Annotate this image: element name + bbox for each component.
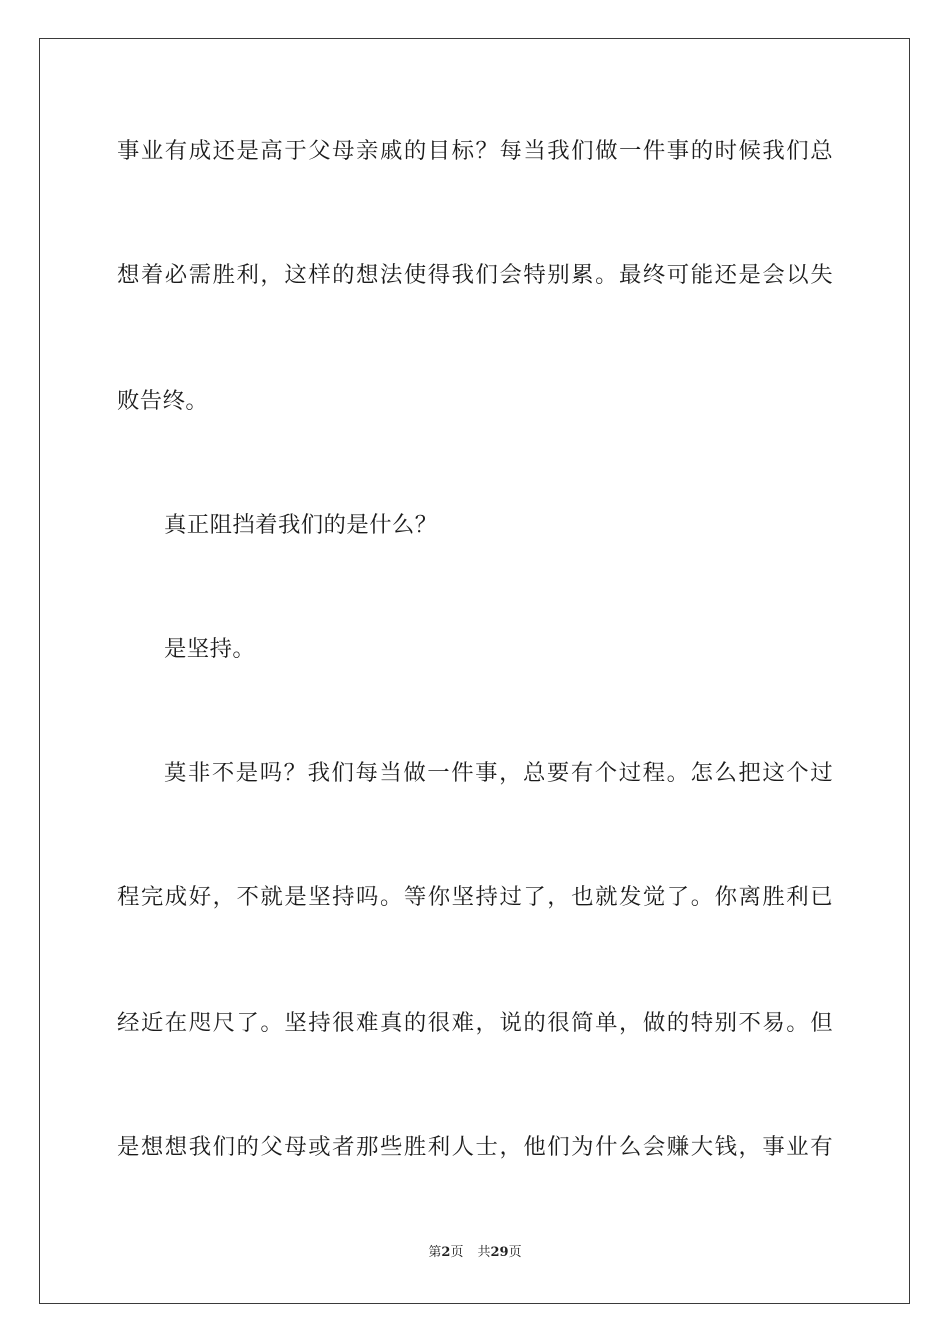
text-line-8: 经近在咫尺了。坚持很难真的很难，说的很简单，做的特别不易。但 bbox=[117, 1010, 833, 1036]
paragraph-question: 真正阻挡着我们的是什么？ bbox=[164, 512, 438, 538]
page-footer bbox=[0, 1243, 950, 1263]
page-number: 2 bbox=[441, 1245, 451, 1260]
total-pages: 29 bbox=[490, 1245, 509, 1260]
text-line-2: 想着必需胜利，这样的想法使得我们会特别累。最终可能还是会以失 bbox=[117, 262, 833, 288]
page-suffix: 页 bbox=[450, 1245, 464, 1260]
text-line-1: 事业有成还是高于父母亲戚的目标？每当我们做一件事的时候我们总 bbox=[117, 138, 833, 164]
total-suffix: 页 bbox=[508, 1245, 522, 1260]
page-prefix: 第 bbox=[428, 1245, 442, 1260]
page-border bbox=[39, 38, 910, 1304]
text-line-7: 程完成好，不就是坚持吗。等你坚持过了，也就发觉了。你离胜利已 bbox=[117, 884, 833, 910]
text-line-3: 败告终。 bbox=[117, 388, 209, 414]
paragraph-answer: 是坚持。 bbox=[164, 636, 256, 662]
total-prefix: 共 bbox=[477, 1245, 491, 1260]
text-line-9: 是想想我们的父母或者那些胜利人士，他们为什么会赚大钱，事业有 bbox=[117, 1134, 833, 1160]
text-line-6: 莫非不是吗？我们每当做一件事，总要有个过程。怎么把这个过 bbox=[164, 760, 833, 786]
